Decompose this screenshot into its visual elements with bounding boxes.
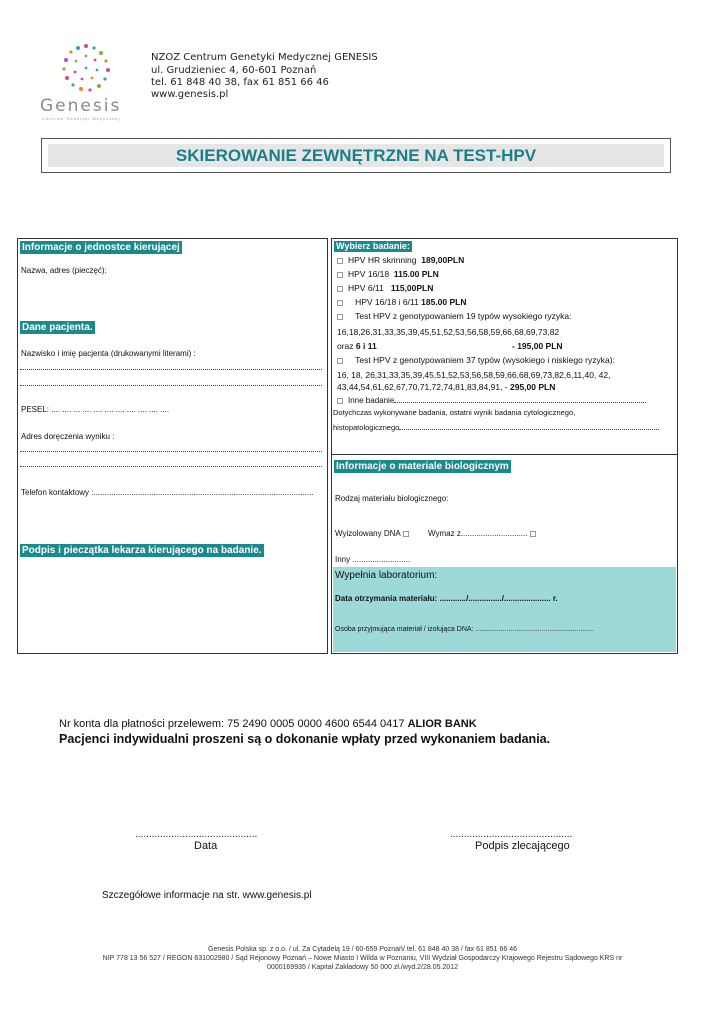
lab-person-field[interactable]: Osoba przyjmująca materiał / izolująca DNA: ............................................................. bbox=[335, 626, 595, 633]
material-section-heading: Informacje o materiale biologicznym bbox=[336, 461, 509, 472]
choose-test-heading: Wybierz badanie: bbox=[336, 241, 410, 251]
signature-dots[interactable]: ............................................ bbox=[450, 829, 573, 840]
option-hpv-16-18[interactable]: HPV 16/18 115.00 PLN bbox=[337, 269, 439, 279]
logo-subtitle: Centrum Genetyki Medycznej bbox=[42, 116, 121, 121]
page-title: SKIEROWANIE ZEWNĘTRZNE NA TEST-HPV bbox=[175, 146, 537, 165]
address-line-1[interactable] bbox=[20, 451, 322, 452]
clinic-name: NZOZ Centrum Genetyki Medycznej GENESIS bbox=[151, 52, 378, 63]
footer-line-3: 0000169935 / Kapitał Zakładowy 50 000 zł./wyd.2/28.05.2012 bbox=[266, 964, 459, 971]
doctor-section-heading: Podpis i pieczątka lekarza kierującego na badanie. bbox=[22, 545, 262, 556]
other-material-field[interactable]: Inny .......................... bbox=[335, 555, 411, 564]
test-19-extra: oraz 6 i 11 bbox=[337, 341, 377, 351]
checkbox-icon[interactable] bbox=[337, 286, 343, 292]
patient-name-line-2[interactable] bbox=[20, 385, 322, 386]
address-label: Adres doręczenia wyniku : bbox=[21, 432, 115, 441]
date-dots[interactable]: ............................................ bbox=[135, 829, 258, 840]
logo-dots-icon bbox=[38, 40, 134, 98]
test-19-types: 16,18,26,31,33,35,39,45,51,52,53,56,58,59,66,68,69,73,82 bbox=[337, 327, 560, 337]
test-37-types-2: 43,44,54,61,62,67,70,71,72,74,81,83,84,91, - 295,00 PLN bbox=[337, 382, 556, 392]
date-label: Data bbox=[194, 840, 218, 852]
option-test-19[interactable]: Test HPV z genotypowaniem 19 typów wysokiego ryzyka: bbox=[337, 311, 571, 321]
pesel-field[interactable]: PESEL: .... .... ... .... .... .... .... .... .... .... .... bbox=[21, 405, 170, 414]
payment-notice: Pacjenci indywidualni proszeni są o dokonanie wpłaty przed wykonaniem badania. bbox=[59, 732, 551, 746]
checkbox-icon[interactable] bbox=[337, 398, 343, 404]
clinic-website: www.genesis.pl bbox=[151, 89, 229, 100]
clinic-phone: tel. 61 848 40 38, fax 61 851 66 46 bbox=[151, 77, 329, 88]
material-kind-label: Rodzaj materiału biologicznego: bbox=[335, 494, 449, 503]
patient-name-label: Nazwisko i imię pacjenta (drukowanymi literami) : bbox=[21, 349, 196, 358]
checkbox-icon[interactable] bbox=[337, 272, 343, 278]
clinic-street: ul. Grudzieniec 4, 60-601 Poznań bbox=[151, 65, 317, 76]
patient-section-heading: Dane pacjenta. bbox=[22, 322, 93, 333]
checkbox-icon[interactable] bbox=[337, 300, 343, 306]
left-form-box bbox=[17, 238, 328, 654]
option-other-test[interactable]: Inne badanie bbox=[337, 396, 646, 405]
test-19-price: - 195,00 PLN bbox=[512, 341, 563, 351]
option-swab[interactable]: Wymaz z.............................. bbox=[428, 529, 541, 538]
signature-label: Podpis zlecającego bbox=[475, 840, 570, 852]
footer-line-2: NIP 778 13 56 527 / REGON 631002980 / Sąd Rejonowy Poznań – Nowe Miasto I Wilda w Poznaniu, VIII Wydział Gospodarczy Krajowego Rejestru Sądowego KRS nr bbox=[102, 955, 623, 962]
test-37-types-1: 16, 18, 26,31,33,35,39,45,51,52,53,56,58,59,66,68,69,73,82,6,11,40, 42, bbox=[337, 370, 611, 380]
option-hpv-combined[interactable]: HPV 16/18 i 6/11 185.00 PLN bbox=[337, 297, 466, 307]
logo-wordmark: Genesis bbox=[40, 96, 122, 116]
address-line-2[interactable] bbox=[20, 466, 322, 467]
unit-name-field[interactable] bbox=[20, 281, 325, 319]
option-hpv-6-11[interactable]: HPV 6/11 115,00PLN bbox=[337, 283, 433, 293]
unit-name-label: Nazwa, adres (pieczęć): bbox=[21, 266, 107, 275]
genesis-logo bbox=[38, 40, 134, 122]
cytology-field[interactable]: histopatologicznego bbox=[333, 423, 659, 432]
option-dna[interactable]: Wyizolowany DNA bbox=[335, 529, 414, 538]
more-info: Szczegółowe informacje na str. www.genesis.pl bbox=[102, 890, 312, 901]
checkbox-icon[interactable] bbox=[337, 358, 343, 364]
lab-section bbox=[333, 567, 676, 652]
checkbox-icon[interactable] bbox=[337, 314, 343, 320]
footer-line-1: Genesis Polska sp. z o.o. / ul. Za Cytadelą 19 / 60-659 Poznań/ tel. 61 848 40 38 / fax 61 851 66 46 bbox=[208, 946, 517, 953]
title-box bbox=[41, 138, 671, 173]
cytology-label: Dotychczas wykonywane badania, ostatni wynik badania cytologicznego, bbox=[333, 408, 576, 417]
lab-date-field[interactable]: Data otrzymania materiału: ............/.............../..................... r. bbox=[335, 594, 558, 603]
option-test-37[interactable]: Test HPV z genotypowaniem 37 typów (wysokiego i niskiego ryzyka): bbox=[337, 355, 615, 365]
checkbox-icon[interactable] bbox=[530, 531, 536, 537]
section-divider bbox=[332, 454, 677, 455]
checkbox-icon[interactable] bbox=[337, 258, 343, 264]
checkbox-icon[interactable] bbox=[403, 531, 409, 537]
lab-title: Wypełnia laboratorium: bbox=[335, 570, 438, 581]
account-info: Nr konta dla płatności przelewem: 75 2490 0005 0000 4600 6544 0417 ALIOR BANK bbox=[59, 718, 477, 730]
doctor-signature-area[interactable] bbox=[20, 561, 325, 649]
patient-name-line-1[interactable] bbox=[20, 369, 322, 370]
option-hpv-hr[interactable]: HPV HR skrinning 189,00PLN bbox=[337, 255, 464, 265]
unit-section-heading: Informacje o jednostce kierującej bbox=[22, 242, 180, 253]
phone-field[interactable]: Telefon kontaktowy :................................................................................................... bbox=[21, 488, 314, 497]
